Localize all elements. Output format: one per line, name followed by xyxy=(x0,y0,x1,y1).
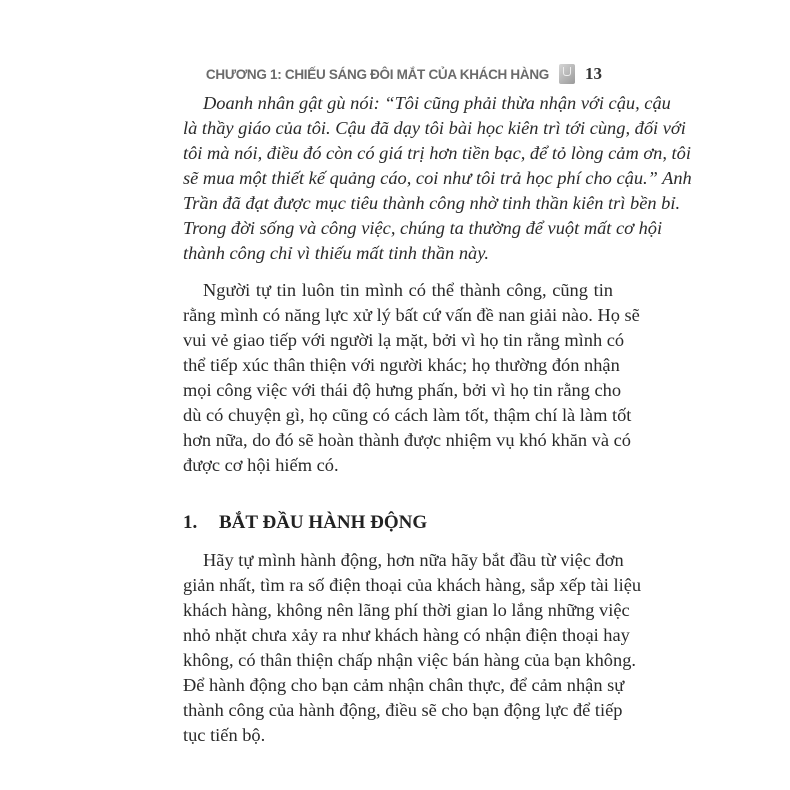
text-line: tục tiến bộ. xyxy=(183,725,266,745)
text-line: Để hành động cho bạn cảm nhận chân thực, để cảm nhận sự xyxy=(183,675,625,695)
text-line: Doanh nhân gật gù nói: “Tôi cũng phải thừa nhận với cậu, cậu xyxy=(203,93,671,113)
text-line: nhỏ nhặt chưa xảy ra như khách hàng có nhận điện thoại hay xyxy=(183,625,630,645)
chapter-title: CHƯƠNG 1: CHIẾU SÁNG ĐÔI MẮT CỦA KHÁCH HÀNG xyxy=(205,66,549,82)
text-line: thành công của hành động, điều sẽ cho bạn động lực để tiếp xyxy=(183,700,623,720)
text-line: giản nhất, tìm ra số điện thoại của khách hàng, sắp xếp tài liệu xyxy=(183,575,642,595)
text-line: Trần đã đạt được mục tiêu thành công nhờ tinh thần kiên trì bền bỉ. xyxy=(183,193,681,213)
shopping-bag-icon xyxy=(559,64,575,84)
page-number: 13 xyxy=(585,64,602,83)
text-line: Hãy tự mình hành động, hơn nữa hãy bắt đầu từ việc đơn xyxy=(203,550,624,570)
text-line: Trong đời sống và công việc, chúng ta thường để vuột mất cơ hội xyxy=(183,218,663,238)
text-line: Người tự tin luôn tin mình có thể thành công, cũng tin xyxy=(203,280,613,300)
text-line: được cơ hội hiếm có. xyxy=(183,455,339,475)
text-line: rằng mình có năng lực xử lý bất cứ vấn đề nan giải nào. Họ sẽ xyxy=(183,305,640,325)
text-line: tôi mà nói, điều đó còn có giá trị hơn tiền bạc, để tỏ lòng cảm ơn, tôi xyxy=(183,143,691,163)
text-line: không, có thân thiện chấp nhận việc bán hàng của bạn không. xyxy=(183,650,636,670)
section-title: BẮT ĐẦU HÀNH ĐỘNG xyxy=(219,512,428,533)
text-line: dù có chuyện gì, họ cũng có cách làm tốt, thậm chí là làm tốt xyxy=(183,405,632,425)
text-line: thành công chỉ vì thiếu mất tinh thần này. xyxy=(183,243,489,263)
quote-paragraph xyxy=(183,91,692,266)
text-line: sẽ mua một thiết kế quảng cáo, coi như tôi trả học phí cho cậu.” Anh xyxy=(183,168,692,188)
text-line: khách hàng, không nên lãng phí thời gian lo lắng những việc xyxy=(183,600,630,620)
text-line: là thầy giáo của tôi. Cậu đã dạy tôi bài học kiên trì tới cùng, đối với xyxy=(183,118,686,138)
body-paragraph xyxy=(183,278,640,478)
running-header xyxy=(206,62,602,86)
text-line: mọi công việc với thái độ hưng phấn, bởi vì họ tin rằng cho xyxy=(183,380,622,400)
text-line: thể tiếp xúc thân thiện với người khác; họ thường đón nhận xyxy=(183,355,620,375)
section-paragraph xyxy=(183,548,642,748)
text-line: hơn nữa, do đó sẽ hoàn thành được nhiệm vụ khó khăn và có xyxy=(183,430,631,450)
section-heading xyxy=(183,512,427,534)
section-number: 1. xyxy=(183,512,198,533)
text-line: vui vẻ giao tiếp với người lạ mặt, bởi vì họ tin rằng mình có xyxy=(183,330,625,350)
